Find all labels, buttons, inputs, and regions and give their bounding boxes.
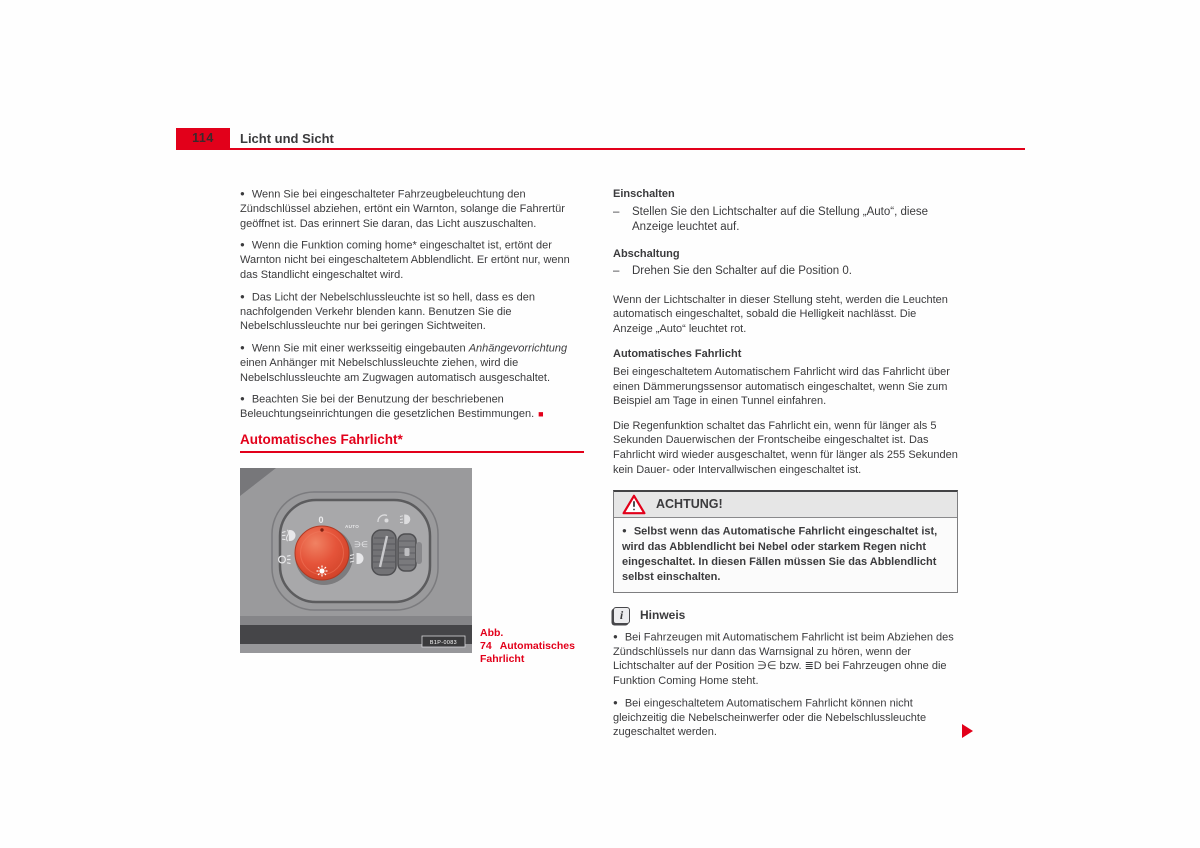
dash-icon: – xyxy=(613,205,620,218)
left-bullet-4 xyxy=(240,341,585,385)
note-section xyxy=(613,607,958,740)
note-bullet-2 xyxy=(613,696,958,740)
sub-heading-auto-light: Automatisches Fahrlicht xyxy=(613,348,742,361)
light-sun-icon xyxy=(317,566,328,577)
page-number: 114 xyxy=(192,131,214,145)
left-bullet-1-text: Wenn Sie bei eingeschalteter Fahrzeugbeleuchtung den Zündschlüssel abziehen, ertönt ein Warnton, solange die Fahrertür geöffnet ist. Das erinnert Sie daran, das Licht auszuschalten. xyxy=(240,188,565,230)
note-bullet-1 xyxy=(613,630,958,689)
bullet-icon: ● xyxy=(240,394,245,404)
note-bullet-2-text: Bei eingeschaltetem Automatischem Fahrlicht können nicht gleichzeitig die Nebelscheinwerfer oder die Nebelschlussleuchte zugeschaltet werden. xyxy=(613,697,927,739)
light-switch-photo xyxy=(240,468,472,653)
left-column xyxy=(240,187,585,429)
figure-caption xyxy=(480,627,592,666)
chapter-title: Licht und Sicht xyxy=(240,131,334,146)
bullet-icon: ● xyxy=(240,240,245,250)
warning-title: ACHTUNG! xyxy=(656,497,723,512)
on-instruction-text: Stellen Sie den Lichtschalter auf die Stellung „Auto“, diese Anzeige leuchtet auf. xyxy=(632,205,928,234)
warning-header xyxy=(614,492,957,518)
warning-triangle-icon xyxy=(622,494,646,515)
left-bullet-5-text: Beachten Sie bei der Benutzung der beschriebenen Beleuchtungseinrichtungen die gesetzlichen Bestimmungen. xyxy=(240,393,535,421)
off-heading: Abschaltung xyxy=(613,247,680,260)
note-bullet-1-text: Bei Fahrzeugen mit Automatischem Fahrlicht ist beim Abziehen des Zündschlüssels nur dann das Warnsignal zu hören, wenn der Lichtschalter auf der Position ∋∈ bzw. ≣D bei Fahrzeugen ohne die Funktion Coming Home steht. xyxy=(613,631,954,687)
knob-pointer-dot xyxy=(320,528,323,531)
bullet-icon: ● xyxy=(240,342,245,352)
page-number-tab xyxy=(176,128,230,148)
bullet-icon: ● xyxy=(240,189,245,198)
knob-position-auto-label: AUTO xyxy=(345,524,360,529)
warning-text: Selbst wenn das Automatische Fahrlicht eingeschaltet ist, wird das Abblendlicht bei Nebel oder starkem Regen nicht eingeschaltet. In diesen Fällen müssen Sie das Abblendlicht selbst einschalten. xyxy=(622,525,938,583)
bullet-icon: ● xyxy=(613,697,618,707)
knob-position-0-label: 0 xyxy=(318,515,324,525)
figure-light-switch xyxy=(240,468,472,653)
left-bullet-4-post: einen Anhänger mit Nebelschlussleuchte ziehen, wird die Nebelschlussleuchte am Zugwagen automatisch ausgeschaltet. xyxy=(240,356,551,384)
left-bullet-3 xyxy=(240,290,585,334)
left-bullet-4-italic: Anhängevorrichtung xyxy=(468,342,568,355)
paragraph-rain-function: Die Regenfunktion schaltet das Fahrlicht ein, wenn für länger als 5 Sekunden Dauerwischen der Frontscheibe eingeschaltet ist. Das Fahrlicht wird wieder ausgeschaltet, wenn für länger als 255 Sekunden kein Dauer- oder Intervallwischen eingeschaltet ist. xyxy=(613,419,958,476)
on-heading: Einschalten xyxy=(613,188,675,200)
warning-box xyxy=(613,490,958,593)
info-icon: i xyxy=(613,607,630,624)
warning-body xyxy=(614,518,957,592)
left-bullet-4-pre: Wenn Sie mit einer werksseitig eingebauten xyxy=(251,342,469,355)
figure-caption-label: Abb. 74 xyxy=(480,627,504,652)
left-bullet-2-text: Wenn die Funktion coming home* eingeschaltet ist, ertönt der Warnton nicht bei eingeschaltetem Abblendlicht. Er ertönt nur, wenn das Standlicht eingeschaltet wird. xyxy=(240,239,570,281)
dimmer-headlight-icon xyxy=(400,515,410,525)
section-heading-rule xyxy=(240,451,584,453)
left-bullet-2 xyxy=(240,238,585,282)
section-heading: Automatisches Fahrlicht* xyxy=(240,432,403,447)
left-bullet-5 xyxy=(240,392,585,422)
figure-caption-text: Automatisches Fahrlicht xyxy=(480,640,575,665)
bullet-icon: ● xyxy=(622,526,627,536)
note-title: Hinweis xyxy=(640,607,686,622)
left-bullet-1 xyxy=(240,187,585,231)
left-bullet-3-text: Das Licht der Nebelschlussleuchte ist so hell, dass es den nachfolgenden Verkehr blenden kann. Benutzen Sie die Nebelschlussleuchte nur bei geringen Sichtweiten. xyxy=(240,291,535,333)
bullet-icon: ● xyxy=(240,291,245,301)
on-instruction xyxy=(613,205,958,236)
section-end-square-icon: ■ xyxy=(538,409,544,420)
dash-icon: – xyxy=(613,265,620,278)
paragraph-sensor: Bei eingeschaltetem Automatischem Fahrlicht wird das Fahrlicht über einen Dämmerungssensor automatisch eingeschaltet, wenn Sie zum Beispiel am Tage in einen Tunnel einfahren. xyxy=(613,366,950,408)
paragraph-auto-position: Wenn der Lichtschalter in dieser Stellung steht, werden die Leuchten automatisch eingeschaltet, sobald die Helligkeit nachlässt. Die Anzeige „Auto“ leuchtet rot. xyxy=(613,293,948,335)
header-rule xyxy=(176,148,1025,150)
photo-code: B1P-0083 xyxy=(429,640,458,646)
note-header xyxy=(613,607,958,624)
bullet-icon: ● xyxy=(613,631,618,641)
right-column xyxy=(613,187,958,740)
continue-arrow-icon xyxy=(962,724,973,738)
parking-light-icon: ∋∈ xyxy=(354,540,368,549)
off-instruction xyxy=(613,264,958,280)
headlight-range-thumbwheel[interactable] xyxy=(372,530,396,575)
off-instruction-text: Drehen Sie den Schalter auf die Position 0. xyxy=(632,265,852,278)
